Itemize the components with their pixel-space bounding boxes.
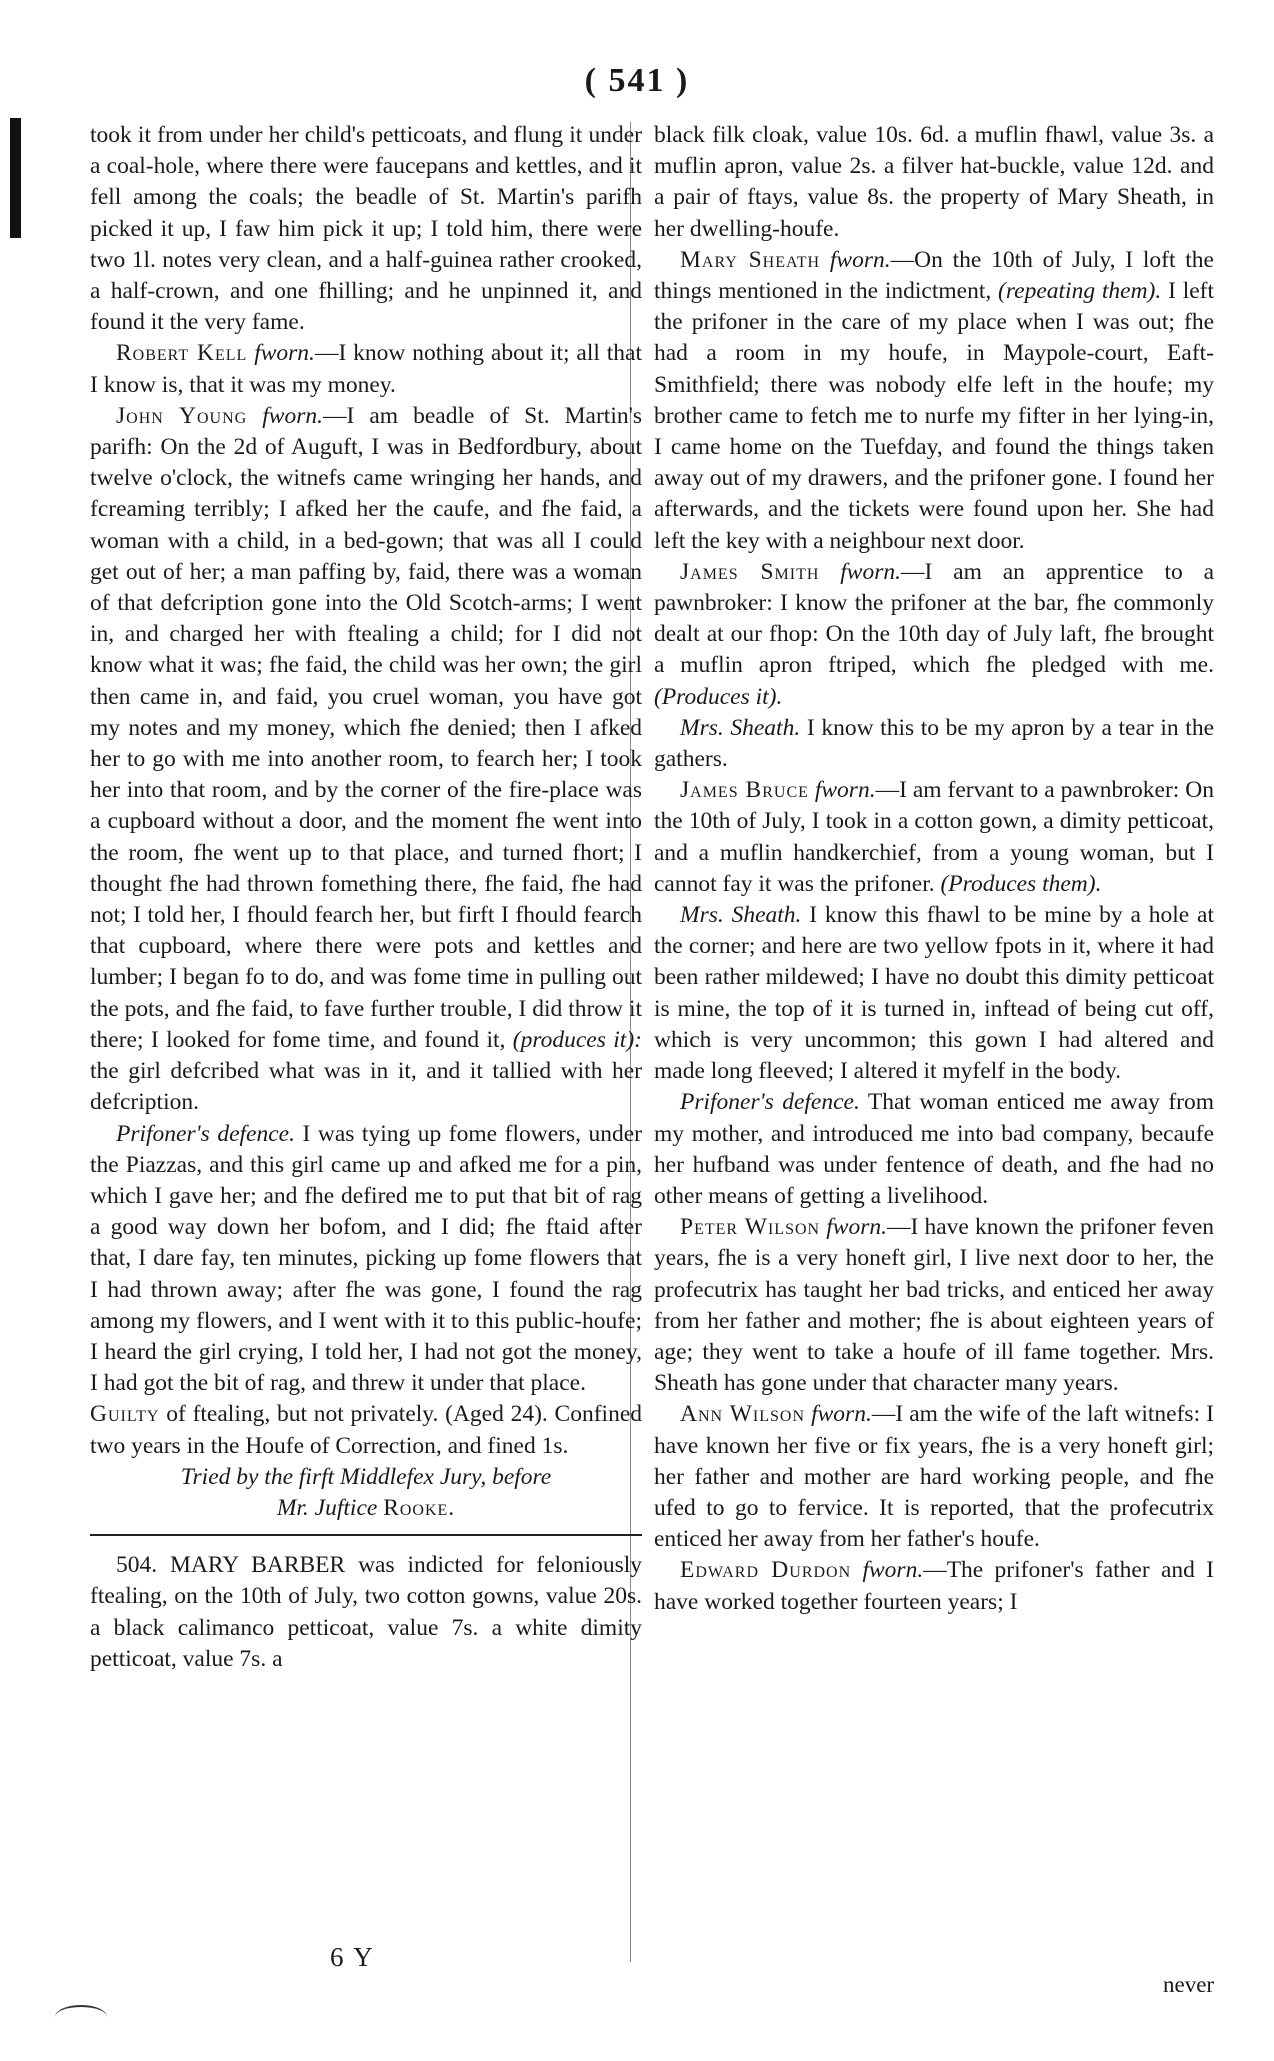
sworn-label: fworn. bbox=[811, 1401, 872, 1428]
testimony-text: I left the prifoner in the care of my place when I was out; fhe had a room in my houfe, in Maypole-court, Eaft-Smithfield; there was nobody elfe left in the houfe; my brother came to fetch me to nurfe my fifter in her lying-in, I came home on the Tuefday, and found the things taken away out of my drawers, and the prifoner gone. I found her afterwards, and the tickets were found upon her. She had left the key with a neighbour next door. bbox=[654, 278, 1215, 554]
paragraph bbox=[654, 245, 1214, 557]
paragraph bbox=[654, 713, 1214, 775]
paragraph bbox=[90, 1119, 642, 1400]
testimony-text: —I am the wife of the laft witnefs: I have known her five or fix years, fhe is a very honeft girl; her father and mother are hard working people, and fhe ufed to go to fervice. It is reported, that the profecutrix enticed her away from her father's houfe. bbox=[654, 1401, 1215, 1553]
page-blemish bbox=[55, 2005, 107, 2029]
testimony-text: —The prifoner's father and I have worked together fourteen years; I bbox=[654, 1557, 1214, 1615]
defendant-name: MARY BARBER bbox=[169, 1552, 346, 1579]
catchword: never bbox=[1163, 1972, 1215, 1997]
paragraph bbox=[90, 1550, 642, 1675]
witness-name: James Bruce bbox=[680, 777, 809, 804]
defence-label: Prifoner's defence. bbox=[680, 1089, 860, 1116]
witness-name: Ann Wilson bbox=[680, 1401, 806, 1428]
produces-note: (Produces it). bbox=[654, 683, 783, 710]
testimony-text: —I have known the prifoner feven years, fhe is a very honeft girl, I live next door to her, the profecutrix has taught her bad tricks, and enticed her away from her father and mother; fhe is about eighteen years of age; they went to take a houfe of ill fame together. Mrs. Sheath has gone under that character many years. bbox=[654, 1214, 1214, 1397]
testimony-text: I was tying up fome flowers, under the Piazzas, and this girl came up and afked me for a pin, which I gave her; and fhe defired me to put that bit of rag a good way down her bofom, and I did; fhe ftaid after that, I dare fay, ten minutes, picking up fome flowers that I had thrown away; after fhe was gone, I found the rag among my flowers, and I went with it to this public-houfe; I heard the girl crying, I told her, I had not got the money, I had got the bit of rag, and threw it under that place. bbox=[90, 1120, 642, 1397]
repeating-note: (repeating them). bbox=[998, 278, 1162, 305]
paragraph bbox=[654, 1555, 1214, 1617]
testimony-text: I know this to be my apron by a tear in the gathers. bbox=[654, 714, 1214, 773]
witness-name: John Young bbox=[116, 402, 248, 429]
paragraph bbox=[654, 557, 1214, 713]
sworn-label: fworn. bbox=[840, 558, 901, 585]
verdict bbox=[90, 1399, 642, 1461]
judge-name: Rooke. bbox=[383, 1494, 456, 1521]
judge-title: Mr. Juftice bbox=[276, 1494, 378, 1521]
testimony-text: —I am an apprentice to a pawnbroker: I know the prifoner at the bar, fhe commonly dealt at our fhop: On the 10th day of July laft, fhe brought a muflin apron ftriped, which fhe pledged with me. bbox=[654, 558, 1215, 679]
case-number: 504. bbox=[116, 1552, 158, 1579]
verdict-word: Guilty bbox=[90, 1401, 160, 1428]
paragraph bbox=[90, 401, 642, 1119]
section-rule bbox=[90, 1534, 642, 1536]
right-column bbox=[654, 120, 1214, 1618]
testimony-text: the girl defcribed what was in it, and it tallied with her defcription. bbox=[90, 1058, 642, 1116]
sworn-label: fworn. bbox=[814, 777, 876, 804]
produces-note: (Produces them). bbox=[940, 870, 1102, 897]
sworn-label: fworn. bbox=[829, 246, 891, 273]
witness-name: Robert Kell bbox=[116, 340, 248, 367]
paragraph bbox=[90, 338, 642, 400]
paragraph bbox=[654, 1087, 1214, 1212]
testimony-text: I know this fhawl to be mine by a hole at the corner; and here are two yellow fpots in it, where it had been rather mildewed; I have no doubt this dimity petticoat is mine, the top of it is turned in, inftead of being cut off, which is very uncommon; this gown I had altered and made long fleeved; I altered it myfelf in the body. bbox=[654, 902, 1214, 1085]
page-number: ( 541 ) bbox=[584, 62, 690, 99]
margin-mark bbox=[10, 118, 21, 238]
left-column bbox=[90, 120, 642, 1675]
witness-name: James Smith bbox=[680, 558, 820, 585]
sworn-label: fworn. bbox=[862, 1557, 924, 1584]
testimony-text: That woman enticed me away from my mother, and introduced me into bad company, becaufe her hufband was under fentence of death, and fhe had no other means of getting a livelihood. bbox=[654, 1089, 1215, 1209]
defence-label: Prifoner's defence. bbox=[116, 1120, 295, 1147]
witness-name: Edward Durdon bbox=[680, 1557, 852, 1584]
produces-note: (produces it): bbox=[512, 1026, 642, 1053]
sworn-label: fworn. bbox=[254, 340, 315, 367]
paragraph: black filk cloak, value 10s. 6d. a muflin fhawl, value 3s. a muflin apron, value 2s. a filver hat-buckle, value 12d. and a pair of ftays, value 8s. the property of Mary Sheath, in her dwelling-houfe. bbox=[654, 122, 1214, 242]
testimony-text: —I am beadle of St. Martin's parifh: On the 2d of Auguft, I was in Bedfordbury, about twelve o'clock, the witnefs came wringing her hands, and fcreaming terribly; I afked her the caufe, and fhe faid, a woman with a child, in a bed-gown; that was all I could get out of her; a man paffing by, faid, there was a woman of that defcription gone into the Old Scotch-arms; I went in, and charged her with ftealing a child; for I did not know what it was; fhe faid, the child was her own; the girl then came in, and faid, you cruel woman, you have got my notes and my money, which fhe denied; then I afked her to go with me into another room, to fearch her; I took her into that room, and by the corner of the fire-place was a cupboard without a door, and the moment fhe went into the room, fhe went up to that place, and turned fhort; I thought fhe had thrown fomething there, fhe faid, fhe had not; I told her, I fhould fearch her, but firft I fhould fearch that cupboard, where there were pots and kettles and lumber; I began fo to do, and was fome time in pulling out the pots, and fhe faid, to fave further trouble, I did throw it there; I looked for fome time, and found it, bbox=[90, 402, 642, 1053]
speaker-label: Mrs. Sheath. bbox=[680, 902, 802, 929]
sworn-label: fworn. bbox=[262, 402, 323, 429]
testimony-text: —I am fervant to a pawnbroker: On the 10th of July, I took in a cotton gown, a dimity petticoat, and a muflin handkerchief, from a young woman, but I cannot fay it was the prifoner. bbox=[654, 777, 1214, 897]
signature-mark: 6 Y bbox=[330, 1942, 375, 1972]
witness-name: Mary Sheath bbox=[680, 246, 821, 273]
tried-line bbox=[90, 1493, 642, 1524]
witness-name: Peter Wilson bbox=[680, 1214, 821, 1241]
tried-line: Tried by the firft Middlefex Jury, before bbox=[180, 1463, 552, 1490]
testimony-text: —On the 10th of July, I loft the things mentioned in the indictment, bbox=[654, 246, 1214, 305]
paragraph bbox=[654, 775, 1214, 900]
sworn-label: fworn. bbox=[826, 1214, 887, 1241]
speaker-label: Mrs. Sheath. bbox=[680, 714, 801, 741]
testimony-text: —I know nothing about it; all that I know is, that it was my money. bbox=[90, 340, 643, 398]
paragraph bbox=[654, 900, 1214, 1087]
paragraph bbox=[654, 1212, 1214, 1399]
verdict-text: of ftealing, but not privately. (Aged 24). Confined two years in the Houfe of Correction, and fined 1s. bbox=[90, 1401, 643, 1459]
indictment-text: was indicted for feloniously ftealing, on the 10th of July, two cotton gowns, value 20s. a black calimanco petticoat, value 7s. a white dimity petticoat, value 7s. a bbox=[90, 1552, 643, 1672]
paragraph: took it from under her child's petticoats, and flung it under a coal-hole, where there were faucepans and kettles, and it fell among the coals; the beadle of St. Martin's parifh picked it up, I faw him pick it up; I told him, there were two 1l. notes very clean, and a half-guinea rather crooked, a half-crown, and one fhilling; and he unpinned it, and found it the very fame. bbox=[90, 122, 642, 336]
paragraph bbox=[654, 1399, 1214, 1555]
